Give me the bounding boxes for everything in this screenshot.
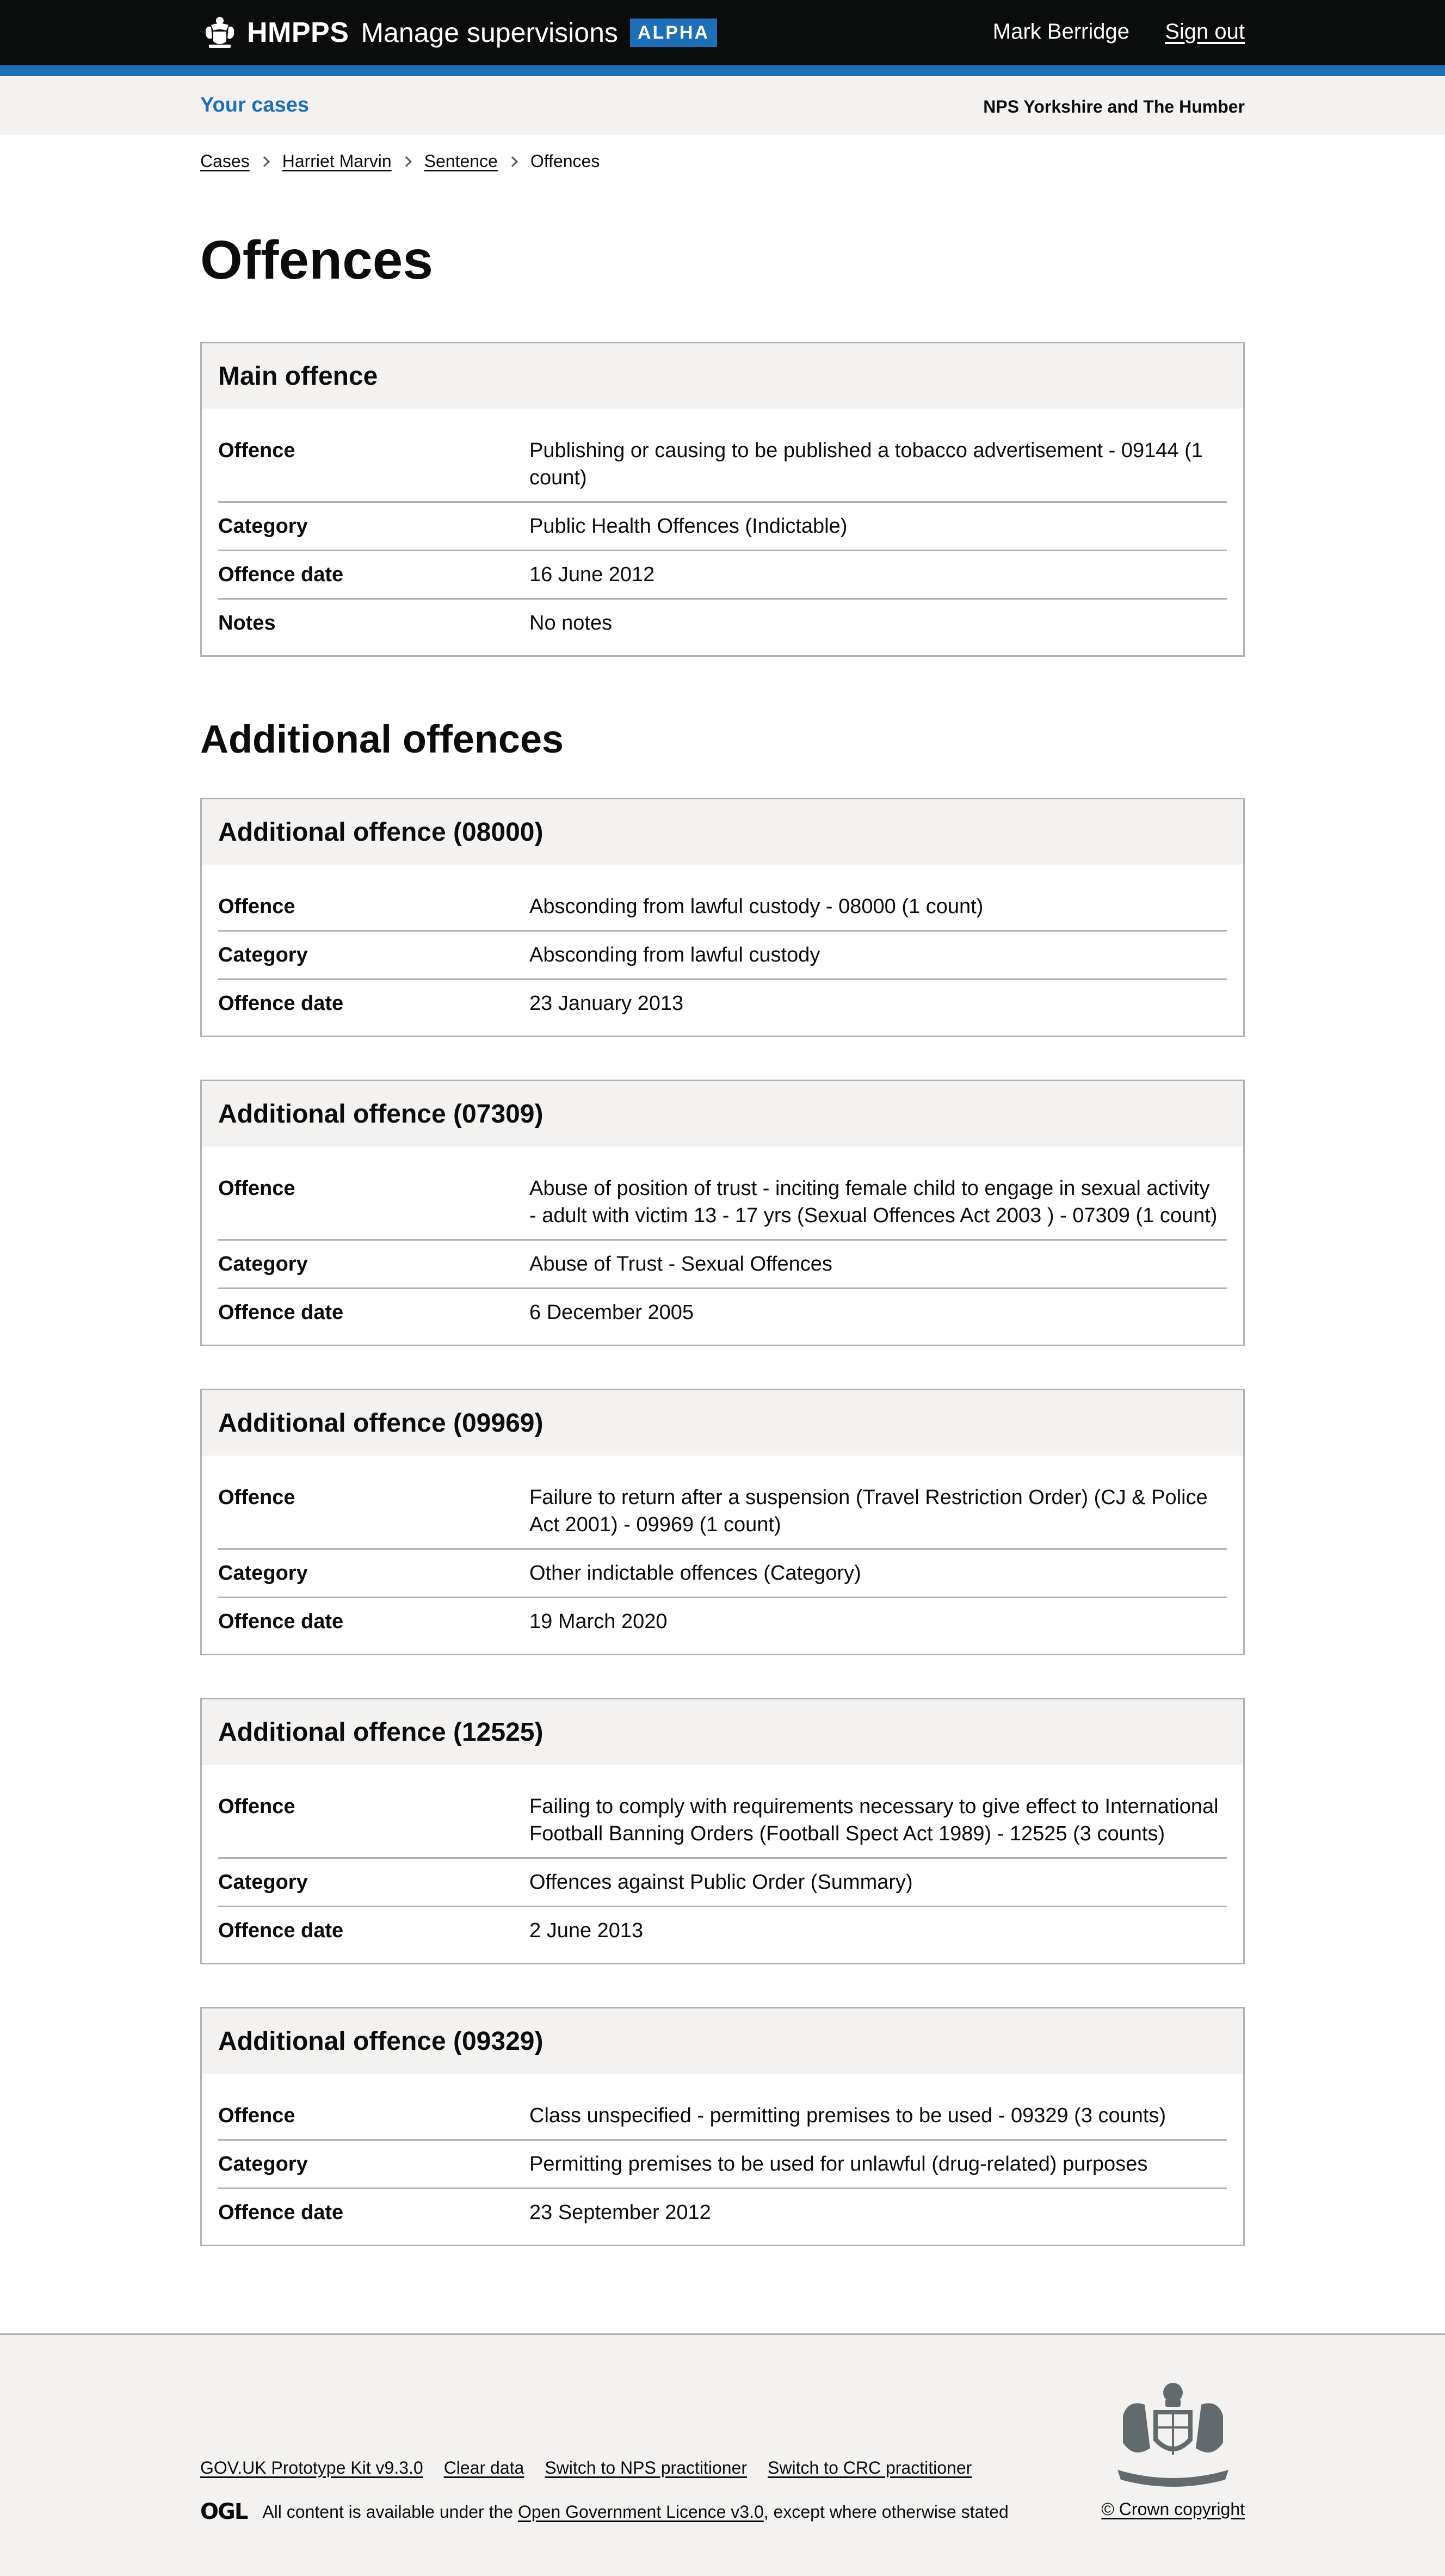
breadcrumb-cases[interactable]: Cases	[200, 151, 250, 171]
summary-row	[218, 1550, 1227, 1598]
summary-row	[218, 1859, 1227, 1907]
page-title: Offences	[200, 230, 433, 291]
row-key: Category	[218, 2153, 308, 2176]
prototype-kit-link[interactable]: GOV.UK Prototype Kit v9.3.0	[200, 2458, 423, 2478]
organisation-name: NPS Yorkshire and The Humber	[983, 97, 1245, 116]
row-value: 23 January 2013	[529, 992, 684, 1015]
row-key: Offence	[218, 895, 295, 918]
chevron-right-icon	[507, 156, 518, 167]
summary-row	[218, 1165, 1227, 1241]
row-value: Failure to return after a suspension (Travel Restriction Order) (CJ & Police Act 2001) - 09969 (1 count)	[529, 1486, 1208, 1536]
switch-nps-link[interactable]: Switch to NPS practitioner	[545, 2458, 748, 2478]
summary-row	[218, 1598, 1227, 1654]
row-value: 16 June 2012	[529, 563, 655, 586]
royal-coat-of-arms-icon	[1101, 2377, 1245, 2492]
hmpps-logo[interactable]	[200, 12, 717, 53]
ogl-logo-icon: OGL	[200, 2499, 248, 2524]
row-value: Absconding from lawful custody - 08000 (1 count)	[529, 895, 984, 918]
row-value: Public Health Offences (Indictable)	[529, 515, 848, 538]
card-title: Main offence	[202, 343, 1243, 409]
breadcrumb	[200, 151, 600, 171]
chevron-right-icon	[401, 156, 412, 167]
card-title: Additional offence (09329)	[202, 2008, 1243, 2074]
row-key: Notes	[218, 612, 276, 634]
service-name[interactable]: Manage supervisions	[361, 17, 618, 48]
summary-row	[218, 2189, 1227, 2245]
licence-statement	[200, 2499, 1009, 2524]
additional-offences-heading: Additional offences	[200, 718, 564, 761]
row-key: Offence	[218, 1795, 295, 1818]
summary-row	[218, 2092, 1227, 2141]
row-key: Category	[218, 1871, 308, 1894]
card-title: Additional offence (07309)	[202, 1081, 1243, 1147]
row-value: Abuse of Trust - Sexual Offences	[529, 1253, 832, 1275]
row-key: Offence	[218, 2104, 295, 2127]
row-value: Failing to comply with requirements necessary to give effect to International Football Banning Orders (Football Spect Act 1989) - 12525 (3 counts)	[529, 1795, 1219, 1845]
row-key: Category	[218, 515, 308, 538]
additional-offence-card	[200, 798, 1245, 1037]
summary-row	[218, 883, 1227, 932]
row-value: Other indictable offences (Category)	[529, 1562, 861, 1585]
site-footer	[0, 2333, 1445, 2576]
header-accent-bar	[0, 65, 1445, 76]
footer-links	[200, 2458, 992, 2478]
summary-row	[218, 600, 1227, 655]
row-key: Category	[218, 1562, 308, 1585]
summary-row	[218, 503, 1227, 551]
row-key: Offence date	[218, 563, 344, 586]
brand-name: HMPPS	[247, 17, 349, 48]
sub-navigation	[0, 76, 1445, 135]
crown-copyright-link[interactable]: © Crown copyright	[1101, 2499, 1245, 2519]
card-title: Additional offence (09969)	[202, 1390, 1243, 1456]
summary-row	[218, 980, 1227, 1036]
summary-row	[218, 1474, 1227, 1550]
card-title: Additional offence (08000)	[202, 799, 1243, 865]
row-value: 23 September 2012	[529, 2201, 711, 2224]
user-name: Mark Berridge	[992, 20, 1129, 44]
additional-offence-card	[200, 1389, 1245, 1655]
row-value: Permitting premises to be used for unlawful (drug-related) purposes	[529, 2153, 1148, 2176]
card-title: Additional offence (12525)	[202, 1699, 1243, 1765]
sign-out-link[interactable]: Sign out	[1165, 20, 1245, 44]
row-key: Category	[218, 1253, 308, 1275]
row-value: Offences against Public Order (Summary)	[529, 1871, 913, 1894]
summary-row	[218, 932, 1227, 980]
main-offence-card	[200, 342, 1245, 657]
additional-offence-card	[200, 1080, 1245, 1346]
switch-crc-link[interactable]: Switch to CRC practitioner	[768, 2458, 972, 2478]
row-key: Offence date	[218, 1301, 344, 1324]
summary-row	[218, 1241, 1227, 1289]
row-key: Offence	[218, 439, 295, 462]
row-key: Offence date	[218, 1919, 344, 1942]
row-key: Offence date	[218, 1610, 344, 1633]
row-value: 2 June 2013	[529, 1919, 644, 1942]
your-cases-link[interactable]: Your cases	[200, 94, 309, 116]
row-value: Absconding from lawful custody	[529, 944, 820, 966]
row-value: No notes	[529, 612, 613, 634]
summary-row	[218, 427, 1227, 503]
summary-row	[218, 1907, 1227, 1963]
phase-tag: ALPHA	[630, 19, 717, 47]
row-key: Offence	[218, 1486, 295, 1509]
row-key: Offence date	[218, 992, 344, 1015]
row-key: Offence date	[218, 2201, 344, 2224]
row-key: Category	[218, 944, 308, 966]
chevron-right-icon	[259, 156, 270, 167]
summary-row	[218, 1783, 1227, 1859]
additional-offence-card	[200, 2007, 1245, 2246]
row-value: Publishing or causing to be published a tobacco advertisement - 09144 (1 count)	[529, 439, 1203, 489]
additional-offence-card	[200, 1698, 1245, 1964]
row-value: 6 December 2005	[529, 1301, 694, 1324]
breadcrumb-sentence[interactable]: Sentence	[424, 151, 498, 171]
summary-row	[218, 2141, 1227, 2189]
row-value: Abuse of position of trust - inciting female child to engage in sexual activity - adult with victim 13 - 17 yrs (Sexual Offences Act 2003 ) - 07309 (1 count)	[529, 1177, 1218, 1227]
row-value: Class unspecified - permitting premises to be used - 09329 (3 counts)	[529, 2104, 1166, 2127]
open-government-licence-link[interactable]: Open Government Licence v3.0	[517, 2501, 764, 2522]
row-key: Offence	[218, 1177, 295, 1200]
licence-prefix: All content is available under the	[262, 2501, 514, 2522]
licence-suffix: , except where otherwise stated	[763, 2501, 1009, 2522]
site-header	[0, 0, 1445, 65]
summary-row	[218, 1289, 1227, 1345]
breadcrumb-current: Offences	[530, 151, 600, 171]
clear-data-link[interactable]: Clear data	[443, 2458, 524, 2478]
breadcrumb-person[interactable]: Harriet Marvin	[282, 151, 392, 171]
crest-icon	[200, 13, 239, 52]
row-value: 19 March 2020	[529, 1610, 668, 1633]
summary-row	[218, 551, 1227, 600]
